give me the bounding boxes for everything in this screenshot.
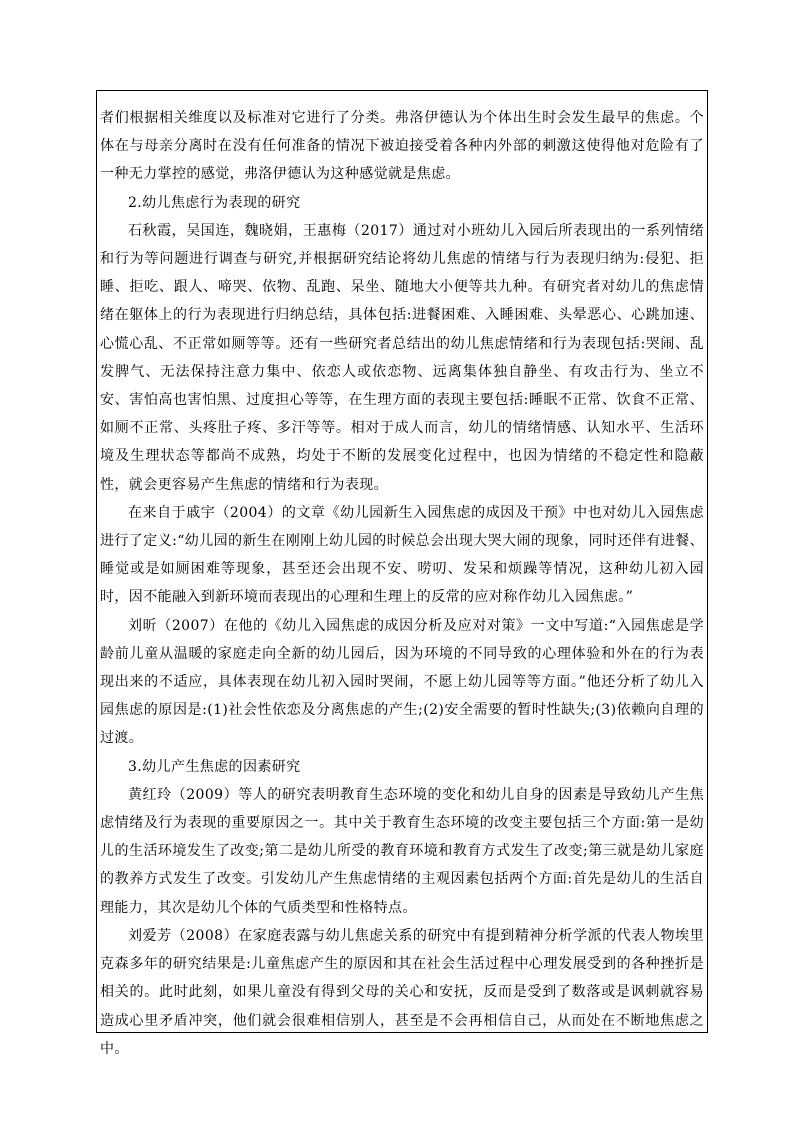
section-heading-factors: 3.幼儿产生焦虑的因素研究 — [128, 758, 301, 775]
document-table-cell — [96, 90, 708, 1057]
paragraph-liu-xin: 刘昕（2007）在他的《幼儿入园焦虑的成因分析及应对对策》一文中写道:“入园焦虑是学龄前儿童从温暖的家庭走向全新的幼儿园后，因为环境的不同导致的心理体验和外在的行为表现出来的不适应，具体表现在幼儿初入园时哭闹，不愿上幼儿园等等方面。”他还分析了幼儿入园焦虑的原因是:(1)社会性依恋及分离焦虑的产生;(2)安全需要的暂时性缺失;(3)依赖向自理的过渡。 — [100, 617, 704, 747]
paragraph-huang-hongling: 黄红玲（2009）等人的研究表明教育生态环境的变化和幼儿自身的因素是导致幼儿产生焦虑情绪及行为表现的重要原因之一。其中关于教育生态环境的改变主要包括三个方面:第一是幼儿的生活环境发生了改变;第二是幼儿所受的教育环境和教育方式发生了改变;第三就是幼儿家庭的教养方式发生了改变。引发幼儿产生焦虑情绪的主观因素包括两个方面:首先是幼儿的生活自理能力，其次是幼儿个体的气质类型和性格特点。 — [100, 786, 704, 916]
paragraph-shi-qiuxia: 石秋霞，吴国连，魏晓娟，王惠梅（2017）通过对小班幼儿入园后所表现出的一系列情绪和行为等问题进行调查与研究,并根据研究结论将幼儿焦虑的情绪与行为表现归纳为:侵犯、拒睡、拒吃、跟人、啼哭、依物、乱跑、呆坐、随地大小便等共九种。有研究者对幼儿的焦虑情绪在躯体上的行为表现进行归纳总结，具体包括:进餐困难、入睡困难、头晕恶心、心跳加速、心慌心乱、不正常如厕等等。还有一些研究者总结出的幼儿焦虑情绪和行为表现包括:哭闹、乱发脾气、无法保持注意力集中、依恋人或依恋物、远离集体独自静坐、有攻击行为、坐立不安、害怕高也害怕黑、过度担心等等，在生理方面的表现主要包括:睡眠不正常、饮食不正常、如厕不正常、头疼肚子疼、多汗等等。相对于成人而言，幼儿的情绪情感、认知水平、生活环境及生理状态等都尚不成熟，均处于不断的发展变化过程中，也因为情绪的不稳定性和隐蔽性，就会更容易产生焦虑的情绪和行为表现。 — [100, 222, 704, 493]
section-heading-behavior: 2.幼儿焦虑行为表现的研究 — [128, 194, 301, 211]
paragraph-qi-yu: 在来自于戚宇（2004）的文章《幼儿园新生入园焦虑的成因及干预》中也对幼儿入园焦虑进行了定义:“幼儿园的新生在刚刚上幼儿园的时候总会出现大哭大闹的现象，同时还伴有进餐、睡觉或是如厕困难等现象，甚至还会出现不安、唠叨、发呆和烦躁等情况，这种幼儿初入园时，因不能融入到新环境而表现出的心理和生理上的反常的应对称作幼儿入园焦虑。” — [100, 504, 704, 606]
paragraph-continuation: 者们根据相关维度以及标准对它进行了分类。弗洛伊德认为个体出生时会发生最早的焦虑。个体在与母亲分离时在没有任何准备的情况下被迫接受着各种内外部的刺激这使得他对危险有了一种无力掌控的感觉，弗洛伊德认为这种感觉就是焦虑。 — [100, 110, 704, 183]
paragraph-liu-aifang: 刘爱芳（2008）在家庭表露与幼儿焦虑关系的研究中有提到精神分析学派的代表人物埃里克森多年的研究结果是:儿童焦虑产生的原因和其在社会生活过程中心理发展受到的各种挫折是相关的。此时此刻，如果儿童没有得到父母的关心和安抚，反而是受到了数落或是讽刺就容易造成心里矛盾冲突，他们就会很难相信别人，甚至是不会再相信自己，从而处在不断地焦虑之中。 — [100, 927, 704, 1057]
